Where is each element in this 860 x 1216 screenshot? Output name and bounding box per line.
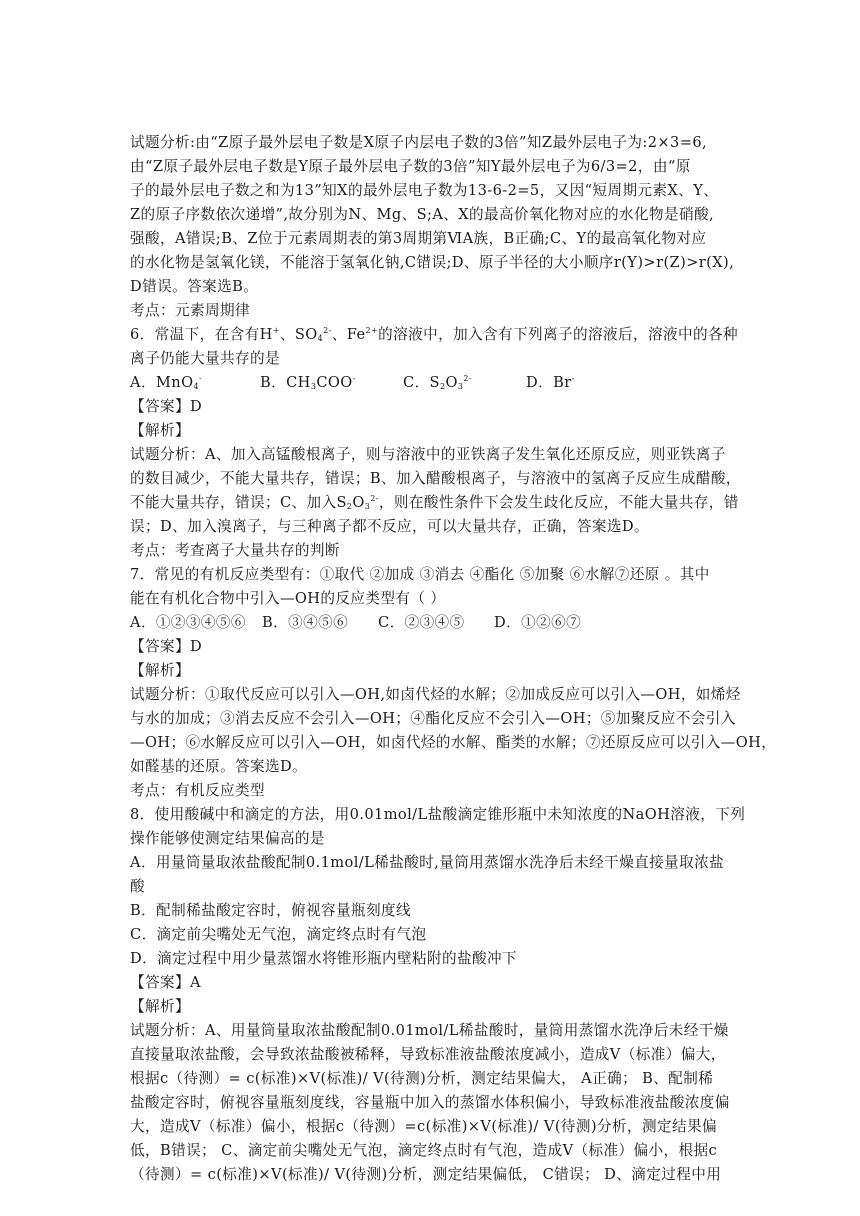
q6-option-c: C．$S_2O_3^{2-}$: [403, 374, 472, 391]
q8-analysis-line: 试题分析：A、用量筒量取浓盐酸配制0.01mol/L稀盐酸时，量筒用蒸馏水洗净后未经干燥: [130, 1022, 729, 1039]
q8-option-c: C．滴定前尖嘴处无气泡，滴定终点时有气泡: [130, 926, 427, 943]
q8-option-b: B．配制稀盐酸定容时，俯视容量瓶刻度线: [130, 902, 412, 919]
q7-option-a: A．①②③④⑤⑥: [130, 614, 246, 631]
q6-option-b: B．$CH_3COO^-$: [260, 374, 356, 391]
q8-analysis-line: 直接量取浓盐酸，会导致浓盐酸被稀释，导致标准液盐酸浓度减小，造成V（标准）偏大，: [130, 1046, 726, 1063]
q5-analysis-line: 强酸，A错误;B、Z位于元素周期表的第3周期第ⅥA族，B正确;C、Y的最高氧化物对应: [130, 230, 707, 247]
q8-answer: 【答案】A: [130, 974, 201, 991]
q7-option-c: C．②③④⑤: [378, 614, 465, 631]
q6-option-d: D．Br-: [526, 374, 575, 391]
q8-analysis-line: 低，B错误； C、滴定前尖嘴处无气泡，滴定终点时有气泡，造成V（标准）偏小，根据c: [130, 1142, 718, 1159]
q6-stem-line2: 离子仍能大量共存的是: [130, 350, 280, 367]
q8-analysis-line: 大，造成V（标准）偏小，根据c（待测）=c(标准)×V(标准)/ V(待测)分析，测定结果偏: [130, 1118, 717, 1135]
q6-stem-line1: 6．常温下，在含有H+、$SO_4^{2-}$、$Fe^{2+}$的溶液中，加入含有下列离子的溶液后，溶液中的各种: [130, 326, 738, 343]
q7-analysis-line: —OH；⑥水解反应可以引入—OH，如卤代烃的水解、酯类的水解；⑦还原反应可以引入—OH，: [130, 734, 777, 751]
q6-kaodian: 考点：考查离子大量共存的判断: [130, 542, 340, 559]
q8-option-a-cont: 酸: [130, 878, 145, 895]
q7-analysis-line: 如醛基的还原。答案选D。: [130, 758, 308, 775]
q5-analysis-line: 子的最外层电子数之和为13”知X的最外层电子数为13-6-2=5，又因“短周期元素X、Y、: [130, 182, 719, 199]
q8-option-a: A．用量筒量取浓盐酸配制0.1mol/L稀盐酸时,量筒用蒸馏水洗净后未经干燥直接量取浓盐: [130, 854, 725, 871]
q8-jiexi-heading: 【解析】: [130, 998, 190, 1015]
q6-analysis-line: 的数目减少，不能大量共存，错误；B、加入醋酸根离子，与溶液中的氢离子反应生成醋酸，: [130, 470, 741, 487]
q7-answer: 【答案】D: [130, 638, 203, 655]
q8-stem-line: 8．使用酸碱中和滴定的方法，用0.01mol/L盐酸滴定锥形瓶中未知浓度的NaOH溶液，下列: [130, 806, 746, 823]
q7-analysis-line: 与水的加成；③消去反应不会引入—OH；④酯化反应不会引入—OH；⑤加聚反应不会引入: [130, 710, 736, 727]
q7-option-b: B．③④⑤⑥: [262, 614, 349, 631]
q8-option-d: D．滴定过程中用少量蒸馏水将锥形瓶内壁粘附的盐酸冲下: [130, 950, 517, 967]
q6-analysis-line: 试题分析：A、加入高锰酸根离子，则与溶液中的亚铁离子发生氧化还原反应，则亚铁离子: [130, 446, 726, 463]
q7-kaodian: 考点：有机反应类型: [130, 782, 265, 799]
q7-options: [130, 611, 750, 635]
q5-analysis-line: Z的原子序数依次递增”,故分别为N、Mg、S;A、X的最高价氧化物对应的水化物是硝酸,: [130, 206, 714, 223]
q6-jiexi-heading: 【解析】: [130, 422, 190, 439]
q5-analysis-line: 的水化物是氢氧化镁，不能溶于氢氧化钠,C错误;D、原子半径的大小顺序r(Y)>r(Z)>r(X),: [130, 254, 735, 271]
q8-stem-line: 操作能够使测定结果偏高的是: [130, 830, 325, 847]
q5-analysis-line: 由“Z原子最外层电子数是Y原子最外层电子数的3倍”知Y最外层电子为6/3=2，由“原: [130, 158, 691, 175]
q6-analysis-line: 不能大量共存，错误；C、加入$S_2O_3^{2-}$，则在酸性条件下会发生歧化反应，不能大量共存，错: [130, 494, 739, 511]
q6-analysis-line: 误；D、加入溴离子，与三种离子都不反应，可以大量共存，正确，答案选D。: [130, 518, 649, 535]
q8-analysis-line: 盐酸定容时，俯视容量瓶刻度线，容量瓶中加入的蒸馏水体积偏小，导致标准液盐酸浓度偏: [130, 1094, 730, 1111]
q6-answer: 【答案】D: [130, 398, 203, 415]
q6-option-a: A．MnO$_4$-: [130, 374, 203, 391]
q6-options: [130, 371, 750, 395]
q7-stem-line2: 能在有机化合物中引入—OH的反应类型有（ ）: [130, 590, 446, 607]
q5-analysis-line: 试题分析:由“Z原子最外层电子数是X原子内层电子数的3倍”知Z最外层电子为:2×3=6,: [130, 134, 708, 151]
q5-analysis-line: D错误。答案选B。: [130, 278, 259, 295]
q5-kaodian: 考点：元素周期律: [130, 302, 250, 319]
q7-analysis-line: 试题分析：①取代反应可以引入—OH,如卤代烃的水解；②加成反应可以引入—OH，如烯烃: [130, 686, 741, 703]
q7-stem-line1: 7．常见的有机反应类型有：①取代 ②加成 ③消去 ④酯化 ⑤加聚 ⑥水解⑦还原 。其中: [130, 566, 710, 583]
q7-jiexi-heading: 【解析】: [130, 662, 190, 679]
q7-option-d: D．①②⑥⑦: [494, 614, 582, 631]
q8-analysis-line: （待测）= c(标准)×V(标准)/ V(待测)分析，测定结果偏低， C错误； D、滴定过程中用: [130, 1166, 722, 1183]
q8-analysis-line: 根据c（待测）= c(标准)×V(标准)/ V(待测)分析，测定结果偏大， A正确； B、配制稀: [130, 1070, 714, 1087]
